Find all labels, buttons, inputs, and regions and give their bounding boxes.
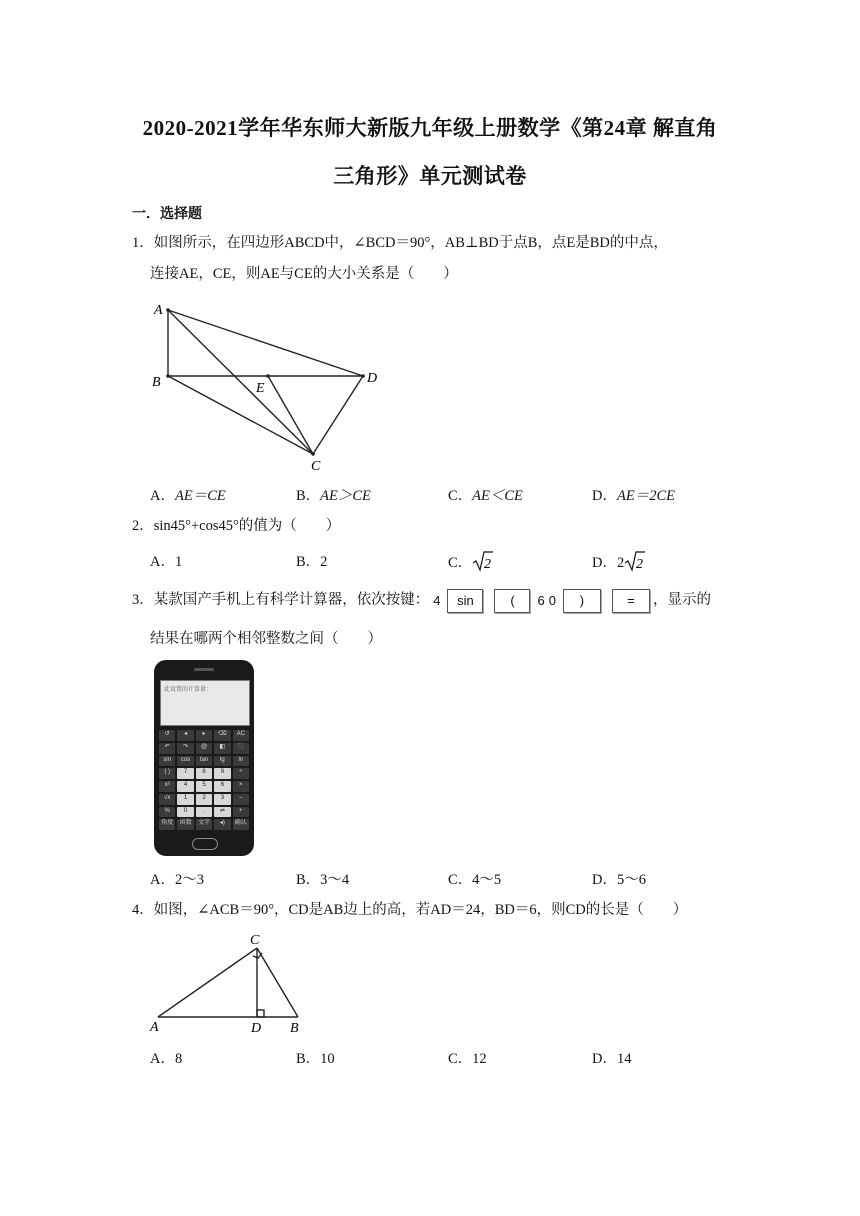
calculator-key: 2 — [196, 794, 212, 805]
calculator-key: ◂ — [177, 730, 193, 741]
calculator-screen — [160, 680, 250, 726]
calculator-key: 1 — [177, 794, 193, 805]
calculator-key: 0 — [177, 807, 193, 818]
question-1-options — [150, 484, 750, 508]
fig4-label-c: C — [250, 933, 260, 948]
question-2-options — [150, 550, 750, 574]
calculator-key: 函数 — [177, 819, 193, 830]
fig4-label-d: D — [251, 1021, 262, 1036]
calculator-key: 9 — [214, 768, 230, 779]
option-d[interactable]: D．14 — [592, 1051, 632, 1067]
calculator-key: ◂) — [214, 819, 230, 830]
calculator-key: . — [196, 807, 212, 818]
key-close-paren: ) — [563, 589, 601, 613]
option-text: AE＝CE — [174, 488, 226, 504]
calculator-key: ◧ — [214, 743, 230, 754]
radicand: 2 — [484, 557, 492, 572]
home-button — [192, 838, 218, 850]
calculator-key: + — [233, 807, 249, 818]
option-b[interactable]: B．2 — [296, 554, 328, 570]
calculator-key: 6 — [214, 781, 230, 792]
fig1-label-b: B — [152, 375, 161, 390]
option-c[interactable] — [448, 550, 494, 577]
question-3-prefix: 3．某款国产手机上有科学计算器，依次按键： — [132, 592, 430, 608]
question-4-figure — [146, 928, 316, 1038]
key-equals: = — [612, 589, 650, 613]
option-letter: C． — [448, 554, 473, 571]
option-d[interactable] — [592, 484, 675, 505]
option-d[interactable]: D．5～6 — [592, 872, 646, 888]
fig1-label-d: D — [367, 371, 378, 386]
calculator-key: 8 — [196, 768, 212, 779]
sqrt-icon — [472, 550, 494, 577]
calculator-key: tan — [196, 756, 212, 767]
calculator-key: ▸ — [196, 730, 212, 741]
question-3-suffix: ，显示的 — [652, 592, 711, 608]
page-title-line1: 2020-2021学年华东师大新版九年级上册数学《第24章 解直角 — [142, 116, 718, 140]
calculator-key: ln — [233, 756, 249, 767]
calculator-key: ⌫ — [214, 730, 230, 741]
question-1-line2: 连接AE，CE，则AE与CE的大小关系是（ ） — [150, 266, 458, 282]
phone-speaker — [194, 668, 214, 671]
question-4-options — [150, 1047, 750, 1071]
fig4-label-b: B — [290, 1021, 299, 1036]
option-letter: D． — [592, 488, 617, 504]
option-letter: D．2 — [592, 554, 625, 571]
calculator-key: 角度 — [159, 819, 175, 830]
calculator-key: @ — [196, 743, 212, 754]
calculator-keypad — [159, 730, 249, 830]
question-3-options — [150, 868, 750, 892]
option-a[interactable]: A．8 — [150, 1051, 183, 1067]
fig4-label-a: A — [150, 1020, 159, 1035]
calculator-key: 文字 — [196, 819, 212, 830]
calculator-key: 5 — [196, 781, 212, 792]
calculator-key: ↷ — [177, 743, 193, 754]
option-c[interactable]: C．12 — [448, 1051, 487, 1067]
calculator-key: AC — [233, 730, 249, 741]
calculator-key: lg — [214, 756, 230, 767]
calculator-key: 7 — [177, 768, 193, 779]
question-2: 2．sin45°+cos45°的值为（ ） — [132, 518, 341, 534]
option-letter: C． — [448, 488, 473, 504]
calculator-key: 3 — [214, 794, 230, 805]
question-3-line2: 结果在哪两个相邻整数之间（ ） — [150, 631, 382, 648]
radicand: 2 — [636, 557, 644, 572]
key-4: 4 — [433, 593, 441, 609]
calculator-key: x² — [159, 781, 175, 792]
option-text: AE＝2CE — [616, 488, 675, 504]
key-6: 6 — [537, 593, 545, 609]
calculator-key: % — [159, 807, 175, 818]
option-d[interactable] — [592, 550, 646, 577]
calculator-key: − — [233, 794, 249, 805]
question-1-figure — [148, 296, 388, 476]
calculator-key: cos — [177, 756, 193, 767]
calculator-key: × — [233, 781, 249, 792]
calculator-key: ↺ — [159, 730, 175, 741]
screen-hint: 此设置的计算量： — [164, 687, 213, 693]
calculator-key: sin — [159, 756, 175, 767]
option-c[interactable]: C．4～5 — [448, 872, 502, 888]
page-title-line2: 三角形》单元测试卷 — [333, 164, 527, 188]
option-b[interactable]: B．3～4 — [296, 872, 350, 888]
calculator-key: 确认 — [233, 819, 249, 830]
option-a[interactable]: A．2～3 — [150, 872, 204, 888]
option-a[interactable] — [150, 484, 226, 505]
calculator-key: ÷ — [233, 768, 249, 779]
fig1-label-e: E — [256, 381, 265, 396]
calculator-key: ( ) — [159, 768, 175, 779]
phone-calculator-image — [154, 660, 254, 856]
option-letter: B． — [296, 488, 321, 504]
option-a[interactable]: A．1 — [150, 554, 183, 570]
key-0: 0 — [548, 593, 556, 609]
option-text: AE＞CE — [320, 488, 371, 504]
option-text: AE＜CE — [472, 488, 523, 504]
fig1-label-c: C — [311, 459, 321, 474]
option-b[interactable]: B．10 — [296, 1051, 335, 1067]
fig1-label-a: A — [154, 303, 163, 318]
question-1-line1: 1．如图所示，在四边形ABCD中，∠BCD＝90°，AB⊥BD于点B，点E是BD的中点， — [132, 235, 668, 251]
question-4: 4．如图，∠ACB＝90°，CD是AB边上的高，若AD＝24，BD＝6，则CD的长是（ ） — [132, 902, 688, 918]
key-sin: sin — [447, 589, 483, 613]
option-c[interactable] — [448, 484, 523, 505]
calculator-key: √x — [159, 794, 175, 805]
key-open-paren: ( — [494, 589, 530, 613]
question-1 — [132, 228, 742, 290]
calculator-key: ⇌ — [214, 807, 230, 818]
section-heading: 一．选择题 — [132, 207, 202, 222]
calculator-key: 4 — [177, 781, 193, 792]
calculator-key: ⬛ — [233, 743, 249, 754]
option-b[interactable] — [296, 484, 371, 505]
calculator-key: ↶ — [159, 743, 175, 754]
sqrt-icon — [624, 550, 646, 577]
option-letter: A． — [150, 488, 175, 504]
question-3 — [132, 585, 752, 655]
